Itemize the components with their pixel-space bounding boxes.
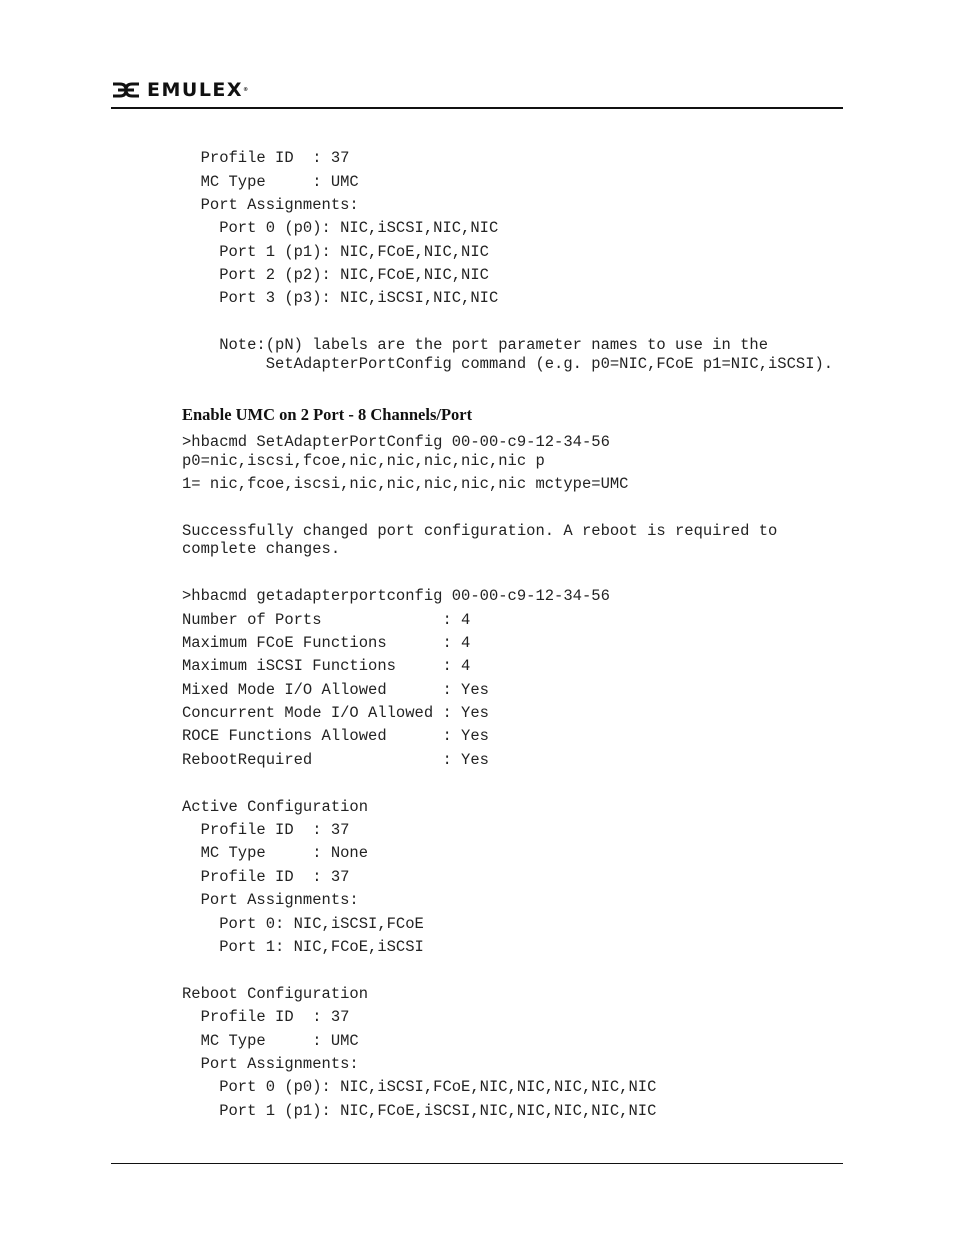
code-line: Port 1 (p1): NIC,FCoE,iSCSI,NIC,NIC,NIC,NIC,NIC	[182, 1102, 657, 1120]
code-line: ROCE Functions Allowed : Yes	[182, 727, 489, 745]
code-line: >hbacmd getadapterportconfig 00-00-c9-12-34-56	[182, 587, 610, 605]
code-line: Port 1 (p1): NIC,FCoE,NIC,NIC	[182, 243, 489, 261]
code-line: Mixed Mode I/O Allowed : Yes	[182, 681, 489, 699]
code-line: MC Type : UMC	[182, 1032, 359, 1050]
logo-text: EMULEX®	[147, 79, 250, 101]
code-line: Maximum FCoE Functions : 4	[182, 634, 471, 652]
code-line: Profile ID : 37	[182, 1008, 350, 1026]
code-line: complete changes.	[182, 540, 341, 558]
code-line: RebootRequired : Yes	[182, 751, 489, 769]
code-line: Port 1: NIC,FCoE,iSCSI	[182, 938, 424, 956]
code-line: >hbacmd SetAdapterPortConfig 00-00-c9-12-34-56	[182, 433, 610, 451]
code-line: Port Assignments:	[182, 196, 359, 214]
code-line: Successfully changed port configuration. A reboot is required to	[182, 522, 778, 540]
code-line: p0=nic,iscsi,fcoe,nic,nic,nic,nic,nic p	[182, 452, 545, 470]
code-line: SetAdapterPortConfig command (e.g. p0=NIC,FCoE p1=NIC,iSCSI).	[182, 355, 834, 373]
code-line: Port 2 (p2): NIC,FCoE,NIC,NIC	[182, 266, 489, 284]
section-heading: Enable UMC on 2 Port - 8 Channels/Port	[182, 405, 473, 424]
code-line: Concurrent Mode I/O Allowed : Yes	[182, 704, 489, 722]
emulex-logo-icon	[111, 81, 141, 99]
emulex-logo	[111, 80, 250, 100]
code-line: Port 0 (p0): NIC,iSCSI,NIC,NIC	[182, 219, 499, 237]
code-line: MC Type : UMC	[182, 173, 359, 191]
code-line: Active Configuration	[182, 798, 369, 816]
code-line: Port 3 (p3): NIC,iSCSI,NIC,NIC	[182, 289, 499, 307]
code-line: Reboot Configuration	[182, 985, 369, 1003]
footer-rule	[111, 1163, 843, 1164]
code-line: Note:(pN) labels are the port parameter names to use in the	[182, 336, 768, 354]
code-line: Port 0 (p0): NIC,iSCSI,FCoE,NIC,NIC,NIC,NIC,NIC	[182, 1078, 657, 1096]
header-rule	[111, 107, 843, 109]
code-line: 1= nic,fcoe,iscsi,nic,nic,nic,nic,nic mctype=UMC	[182, 475, 629, 493]
code-line: Maximum iSCSI Functions : 4	[182, 657, 471, 675]
code-line: Port Assignments:	[182, 1055, 359, 1073]
code-line: MC Type : None	[182, 844, 369, 862]
code-line: Port Assignments:	[182, 891, 359, 909]
code-line: Profile ID : 37	[182, 821, 350, 839]
code-line: Number of Ports : 4	[182, 611, 471, 629]
code-line: Port 0: NIC,iSCSI,FCoE	[182, 915, 424, 933]
code-line: Profile ID : 37	[182, 868, 350, 886]
code-line: Profile ID : 37	[182, 149, 350, 167]
